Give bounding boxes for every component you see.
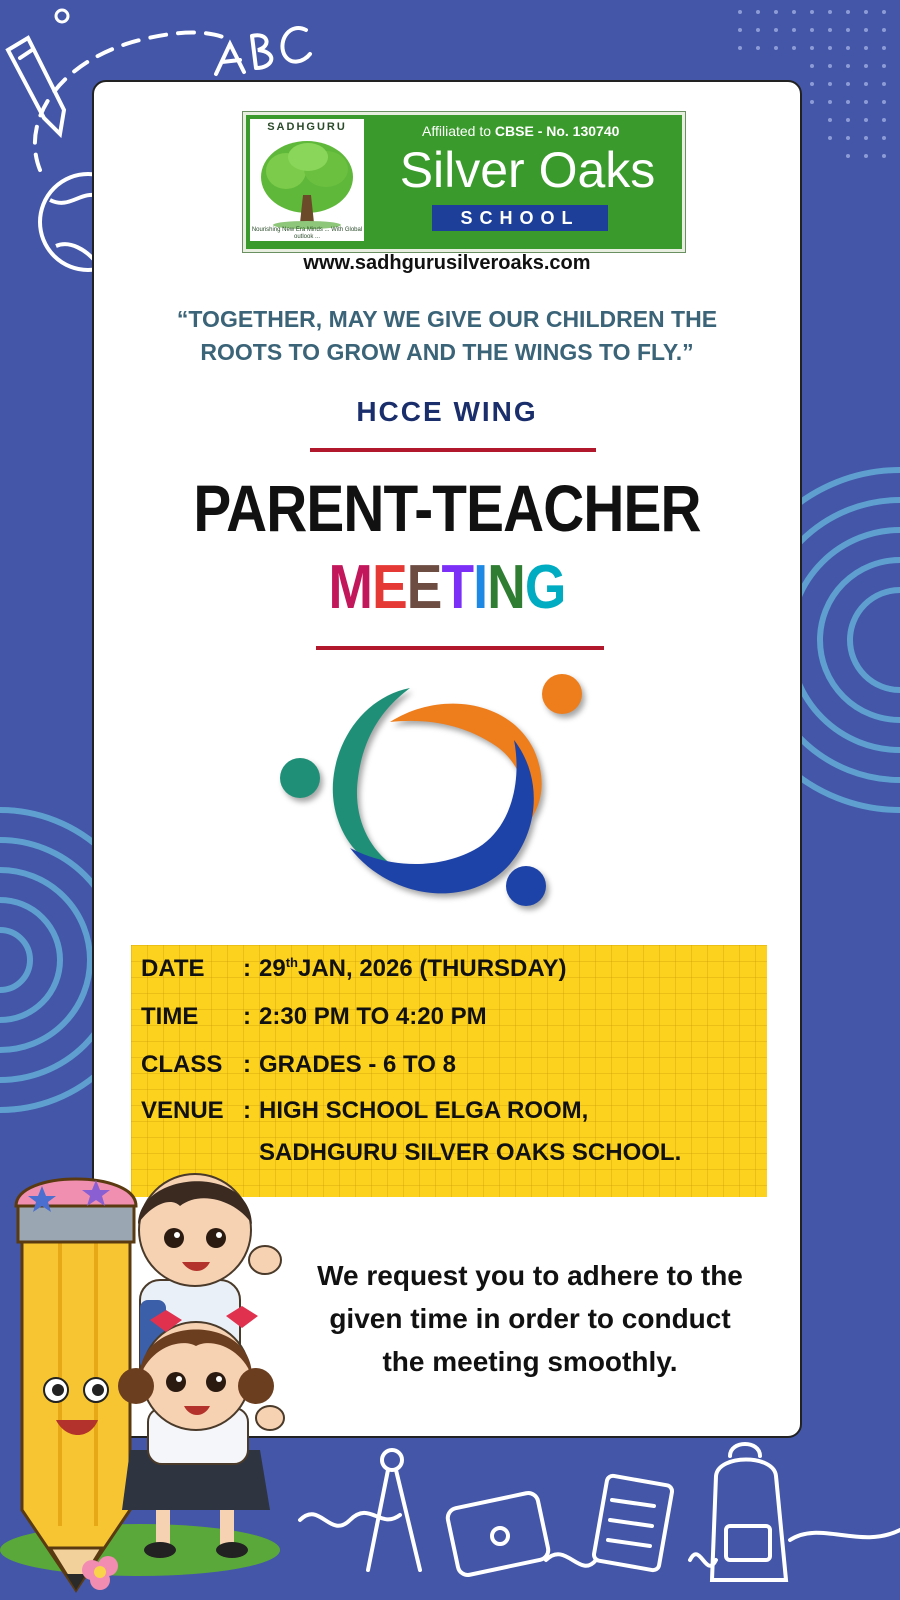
request-line-3: the meeting smoothly.: [382, 1346, 678, 1377]
quote-line-2: ROOTS TO GROW AND THE WINGS TO FLY.”: [200, 339, 694, 365]
meeting-letter-4: I: [473, 553, 488, 622]
emblem-head-teal: [280, 758, 320, 798]
emblem-head-orange: [542, 674, 582, 714]
date-label: DATE: [141, 955, 205, 982]
school-logo: [243, 112, 685, 252]
logo-brand-top: SADHGURU: [267, 121, 347, 133]
affiliation-prefix: Affiliated to: [422, 123, 495, 139]
quote: [130, 303, 764, 369]
notebook-icon: [593, 1475, 673, 1571]
meeting-letter-0: M: [328, 553, 373, 622]
logo-tree-panel: [250, 119, 364, 241]
event-title: PARENT-TEACHER: [193, 471, 701, 545]
class-value: GRADES - 6 TO 8: [259, 1051, 456, 1078]
request-line-2: given time in order to conduct: [329, 1303, 731, 1334]
meeting-letter-2: E: [406, 553, 442, 622]
time-label: TIME: [141, 1003, 199, 1030]
tablet-icon: [446, 1491, 550, 1577]
quote-line-1: “TOGETHER, MAY WE GIVE OUR CHILDREN THE: [176, 306, 718, 332]
meeting-letter-6: G: [524, 553, 566, 622]
emblem-arc-blue: [350, 740, 534, 893]
class-separator: :: [243, 1051, 251, 1078]
website-url[interactable]: www.sadhgurusilveroaks.com: [303, 252, 591, 274]
venue-separator: :: [243, 1097, 251, 1124]
tree-logo-icon: [250, 135, 364, 235]
scribble-line: [300, 1513, 400, 1526]
meeting-letter-5: N: [487, 553, 525, 622]
date-suffix: th: [285, 955, 298, 970]
date-row: [141, 955, 567, 983]
pencil-icon: [8, 38, 64, 134]
backpack-icon: [712, 1444, 786, 1580]
emblem-arc-teal: [333, 688, 410, 874]
abc-icon: [216, 28, 310, 74]
divider-top: [310, 448, 596, 452]
affiliation-number: CBSE - No. 130740: [494, 123, 620, 139]
kids-with-pencil-illustration: [0, 1150, 300, 1600]
date-separator: :: [243, 955, 251, 982]
date-day: 29: [259, 955, 286, 982]
school-name: Silver Oaks: [399, 142, 656, 198]
school-word-bar: SCHOOL: [432, 205, 608, 231]
venue-label: VENUE: [141, 1097, 224, 1124]
time-separator: :: [243, 1003, 251, 1030]
affiliation-text: [422, 123, 619, 139]
class-row: [141, 1051, 456, 1079]
small-ring-icon: [56, 10, 68, 22]
pencil-character: [16, 1179, 136, 1590]
wing-heading: HCCE WING: [356, 396, 538, 427]
time-value: 2:30 PM TO 4:20 PM: [259, 1003, 487, 1030]
meeting-letter-3: T: [441, 553, 474, 622]
venue-row-2: [259, 1139, 681, 1167]
people-circle-emblem-icon: [260, 660, 600, 930]
emblem-head-blue: [506, 866, 546, 906]
date-value: JAN, 2026 (THURSDAY): [297, 955, 567, 982]
venue-row: [141, 1097, 588, 1125]
logo-tagline: Nourishing New Era Minds ... With Global outlook ...: [251, 227, 363, 240]
meeting-word: [142, 552, 753, 623]
venue-line-1: HIGH SCHOOL ELGA ROOM,: [259, 1097, 589, 1124]
venue-line-2: SADHGURU SILVER OAKS SCHOOL.: [259, 1139, 682, 1166]
time-row: [141, 1003, 487, 1031]
divider-bottom: [316, 646, 604, 650]
request-line-1: We request you to adhere to the: [317, 1260, 743, 1291]
meeting-letter-1: E: [372, 553, 407, 622]
class-label: CLASS: [141, 1051, 223, 1078]
request-note: [270, 1254, 790, 1383]
compass-icon: [368, 1450, 420, 1570]
